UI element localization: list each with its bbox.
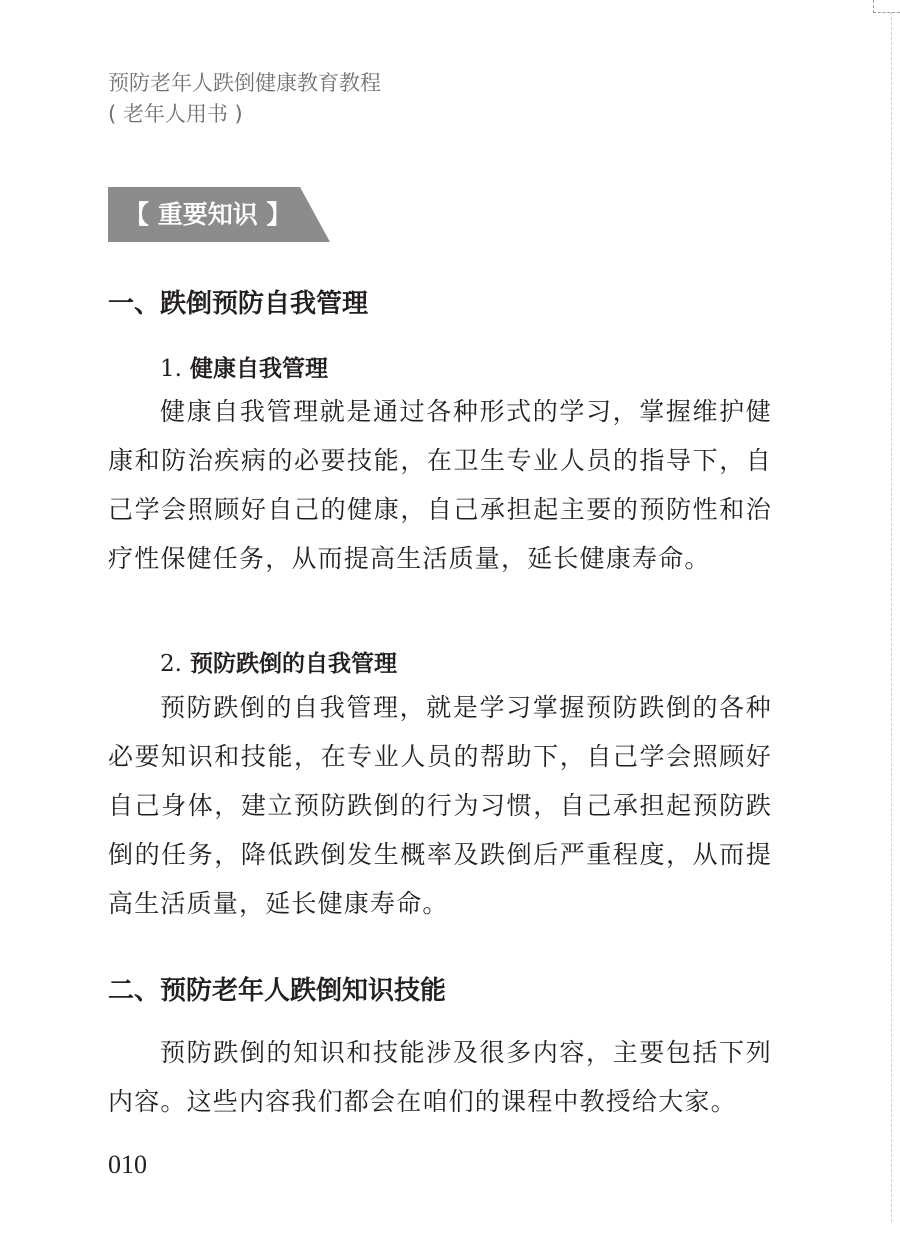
sub-heading-1-title: 健康自我管理 (189, 356, 328, 382)
paragraph-knowledge-skills: 预防跌倒的知识和技能涉及很多内容，主要包括下列内容。这些内容我们都会在咱们的课程中教授给大家。 (108, 1038, 772, 1116)
page-number: 010 (108, 1150, 147, 1179)
paragraph-health-self-management: 健康自我管理就是通过各种形式的学习，掌握维护健康和防治疾病的必要技能，在卫生专业人员的指导下，自己学会照顾好自己的健康，自己承担起主要的预防性和治疗性保健任务，从而提高生活质量，延长健康寿命。 (108, 397, 772, 573)
paragraph-fall-prevention-self-management: 预防跌倒的自我管理，就是学习掌握预防跌倒的各种必要知识和技能，在专业人员的帮助下，自己学会照顾好自己身体，建立预防跌倒的行为习惯，自己承担起预防跌倒的任务，降低跌倒发生概率及跌倒后严重程度，从而提高生活质量，延长健康寿命。 (108, 693, 772, 918)
section-heading-2: 二、预防老年人跌倒知识技能 (108, 976, 447, 1006)
crop-mark (873, 0, 900, 13)
running-head (108, 68, 381, 130)
sub-heading-2-title: 预防跌倒的自我管理 (189, 651, 397, 677)
page-edge-line (890, 12, 892, 1222)
section-heading-1: 一、跌倒预防自我管理 (108, 289, 369, 319)
important-knowledge-banner (108, 187, 330, 242)
book-subtitle: ( 老年人用书 ) (108, 102, 243, 126)
sub-heading-2 (160, 645, 397, 678)
sub-heading-1 (160, 350, 328, 383)
book-title: 预防老年人跌倒健康教育教程 (108, 71, 381, 95)
banner-label: 【 重要知识 】 (124, 200, 292, 229)
sub-heading-1-number: 1. (160, 356, 182, 382)
sub-heading-2-number: 2. (160, 651, 182, 677)
